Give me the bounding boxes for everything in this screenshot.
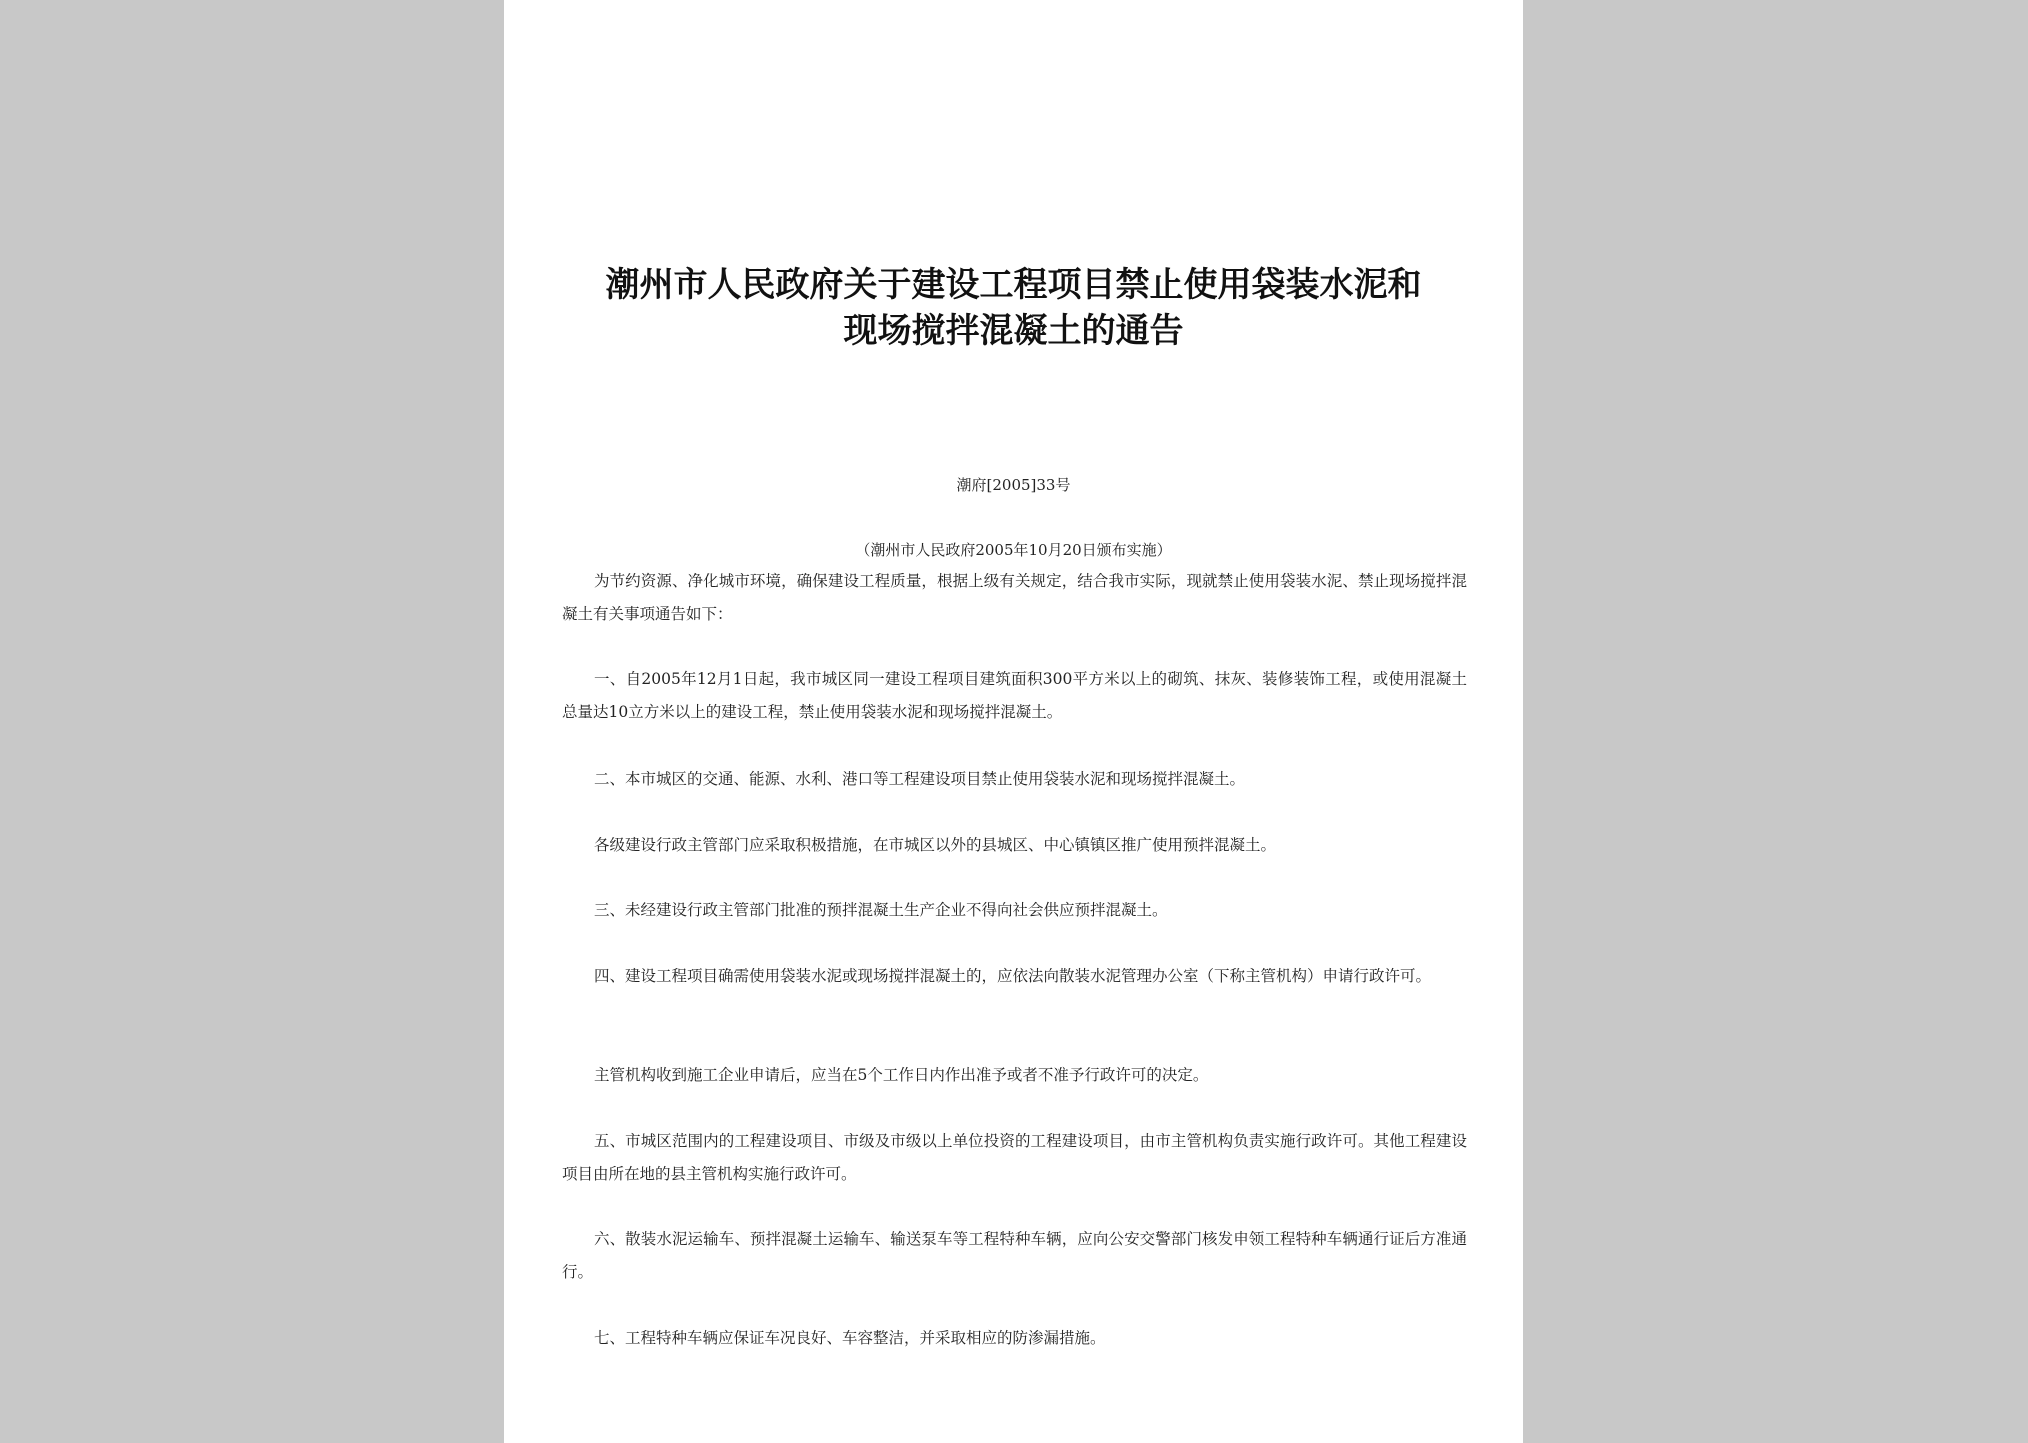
- paragraph-intro: 为节约资源、净化城市环境，确保建设工程质量，根据上级有关规定，结合我市实际，现就禁止使用袋装水泥、禁止现场搅拌混凝土有关事项通告如下：: [562, 572, 1467, 623]
- paragraph-2: 二、本市城区的交通、能源、水利、港口等工程建设项目禁止使用袋装水泥和现场搅拌混凝土。: [594, 770, 1246, 788]
- paragraph-2-sub: 各级建设行政主管部门应采取积极措施，在市城区以外的县城区、中心镇镇区推广使用预拌混凝土。: [594, 836, 1277, 854]
- paragraph-5: 五、市城区范围内的工程建设项目、市级及市级以上单位投资的工程建设项目，由市主管机构负责实施行政许可。其他工程建设项目由所在地的县主管机构实施行政许可。: [562, 1132, 1467, 1183]
- paragraph-4: 四、建设工程项目确需使用袋装水泥或现场搅拌混凝土的，应依法向散装水泥管理办公室（下称主管机构）申请行政许可。: [594, 967, 1432, 985]
- title-line-2: 现场搅拌混凝土的通告: [843, 311, 1184, 351]
- paragraph-1: 一、自2005年12月1日起，我市城区同一建设工程项目建筑面积300平方米以上的砌筑、抹灰、装修装饰工程，或使用混凝土总量达10立方米以上的建设工程，禁止使用袋装水泥和现场搅拌混凝土。: [562, 670, 1467, 721]
- paragraph-6: 六、散装水泥运输车、预拌混凝土运输车、输送泵车等工程特种车辆，应向公安交警部门核发申领工程特种车辆通行证后方准通行。: [562, 1230, 1467, 1281]
- document-page: [504, 0, 1523, 1443]
- issued-note: （潮州市人民政府2005年10月20日颁布实施）: [855, 541, 1172, 559]
- document-number: 潮府[2005]33号: [956, 476, 1071, 494]
- document-title: [564, 262, 1463, 354]
- paragraph-4-sub: 主管机构收到施工企业申请后，应当在5个工作日内作出准予或者不准予行政许可的决定。: [594, 1066, 1209, 1084]
- paragraph-7: 七、工程特种车辆应保证车况良好、车容整洁，并采取相应的防渗漏措施。: [594, 1329, 1106, 1347]
- paragraph-3: 三、未经建设行政主管部门批准的预拌混凝土生产企业不得向社会供应预拌混凝土。: [594, 901, 1168, 919]
- title-line-1: 潮州市人民政府关于建设工程项目禁止使用袋装水泥和: [605, 265, 1422, 305]
